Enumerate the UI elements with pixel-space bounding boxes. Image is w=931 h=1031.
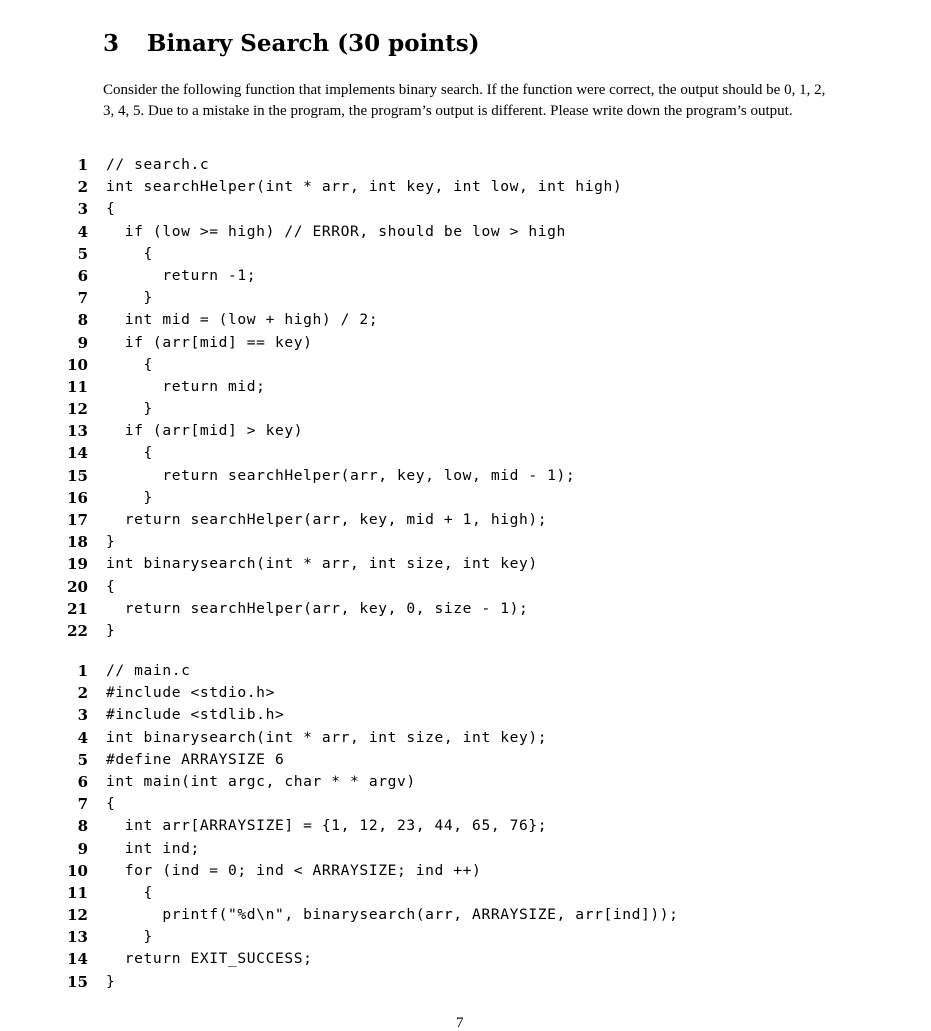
line-number: 11: [67, 883, 88, 902]
code-text: }: [106, 621, 116, 639]
line-number: 10: [67, 355, 88, 374]
code-line: [0, 576, 931, 598]
code-line: [0, 154, 931, 176]
line-number: 10: [67, 861, 88, 880]
line-number: 3: [77, 200, 88, 219]
code-line: [0, 771, 931, 793]
code-line: [0, 465, 931, 487]
code-text: }: [106, 533, 116, 551]
code-text: if (low >= high) // ERROR, should be low > high: [106, 222, 566, 240]
line-number: 6: [77, 772, 88, 791]
line-number: 15: [67, 972, 88, 991]
line-number: 4: [77, 728, 88, 747]
code-line: [0, 509, 931, 531]
problem-description: Consider the following function that implements binary search. If the function were correct, the output should be 0, 1, 2, 3, 4, 5. Due to a mistake in the program, the program’s output is different. Please write down the program’s output.: [103, 82, 826, 119]
code-text: int mid = (low + high) / 2;: [106, 311, 379, 329]
section-heading: [103, 28, 480, 60]
code-text: return searchHelper(arr, key, mid + 1, high);: [106, 511, 548, 528]
code-line: [0, 442, 931, 464]
code-line: [0, 620, 931, 642]
code-line: [0, 332, 931, 354]
code-text: return searchHelper(arr, key, low, mid - 1);: [106, 466, 576, 484]
code-text: int arr[ARRAYSIZE] = {1, 12, 23, 44, 65, 76};: [106, 817, 548, 835]
code-text: printf("%d\n", binarysearch(arr, ARRAYSIZE, arr[ind]));: [106, 906, 679, 924]
code-text: // search.c: [106, 156, 210, 173]
code-line: [0, 598, 931, 620]
line-number: 5: [77, 750, 88, 769]
code-line: [0, 682, 931, 704]
line-number: 4: [77, 222, 88, 241]
code-line: [0, 198, 931, 220]
line-number: 8: [77, 311, 88, 330]
code-line: [0, 727, 931, 749]
code-text: return EXIT_SUCCESS;: [106, 950, 313, 968]
code-text: }: [106, 400, 153, 418]
line-number: 8: [77, 817, 88, 836]
code-text: {: [106, 883, 153, 901]
code-line: [0, 704, 931, 726]
code-line: [0, 948, 931, 970]
line-number: 14: [67, 950, 88, 969]
code-text: }: [106, 972, 116, 990]
code-line: [0, 487, 931, 509]
line-number: 5: [77, 244, 88, 263]
code-text: return mid;: [106, 377, 266, 395]
line-number: 18: [67, 533, 88, 552]
code-text: return searchHelper(arr, key, 0, size - 1);: [106, 599, 529, 617]
code-text: }: [106, 488, 153, 506]
code-text: for (ind = 0; ind < ARRAYSIZE; ind ++): [106, 861, 482, 879]
code-text: #include <stdio.h>: [106, 684, 275, 702]
line-number: 1: [77, 156, 88, 174]
code-text: int ind;: [106, 839, 200, 857]
code-line: [0, 553, 931, 575]
line-number: 15: [67, 466, 88, 485]
line-number: 12: [67, 906, 88, 925]
line-number: 13: [67, 422, 88, 441]
code-text: int main(int argc, char * * argv): [106, 772, 416, 790]
code-line: [0, 926, 931, 948]
code-line: [0, 815, 931, 837]
line-number: 16: [67, 488, 88, 507]
line-number: 9: [77, 839, 88, 858]
section-title: Binary Search (30 points): [147, 30, 480, 57]
code-line: [0, 221, 931, 243]
line-number: 9: [77, 333, 88, 352]
code-line: [0, 398, 931, 420]
line-number: 20: [67, 577, 88, 596]
line-number: 7: [77, 289, 88, 308]
code-line: [0, 749, 931, 771]
code-text: int binarysearch(int * arr, int size, int key);: [106, 728, 548, 746]
code-line: [0, 309, 931, 331]
code-listing-main-c: [0, 660, 931, 993]
code-line: [0, 376, 931, 398]
line-number: 17: [67, 511, 88, 529]
code-text: int searchHelper(int * arr, int key, int low, int high): [106, 178, 623, 196]
code-text: }: [106, 289, 153, 307]
code-line: [0, 354, 931, 376]
section-number: 3: [103, 30, 120, 57]
code-line: [0, 660, 931, 682]
line-number: 12: [67, 400, 88, 419]
code-text: #define ARRAYSIZE 6: [106, 750, 285, 768]
code-line: [0, 287, 931, 309]
code-text: {: [106, 200, 116, 218]
code-line: [0, 531, 931, 553]
code-line: [0, 904, 931, 926]
line-number: 13: [67, 928, 88, 947]
code-line: [0, 176, 931, 198]
line-number: 19: [67, 555, 88, 574]
code-line: [0, 882, 931, 904]
code-line: [0, 420, 931, 442]
code-line: [0, 971, 931, 993]
code-text: {: [106, 444, 153, 462]
line-number: 1: [77, 662, 88, 680]
code-line: [0, 838, 931, 860]
line-number: 2: [77, 178, 88, 197]
line-number: 6: [77, 266, 88, 285]
code-text: // main.c: [106, 662, 191, 679]
page-number: 7: [456, 1015, 464, 1031]
code-line: [0, 860, 931, 882]
line-number: 11: [67, 377, 88, 396]
code-line: [0, 793, 931, 815]
code-text: {: [106, 355, 153, 373]
code-text: int binarysearch(int * arr, int size, int key): [106, 555, 538, 573]
code-text: return -1;: [106, 266, 257, 284]
code-listing-search-c: [0, 154, 931, 642]
line-number: 7: [77, 795, 88, 814]
code-text: {: [106, 244, 153, 262]
code-text: {: [106, 577, 116, 595]
line-number: 2: [77, 684, 88, 703]
code-text: if (arr[mid] > key): [106, 422, 304, 440]
code-text: }: [106, 928, 153, 946]
line-number: 3: [77, 706, 88, 725]
code-text: if (arr[mid] == key): [106, 333, 313, 351]
code-line: [0, 265, 931, 287]
line-number: 14: [67, 444, 88, 463]
code-text: {: [106, 795, 116, 813]
line-number: 21: [67, 599, 88, 618]
line-number: 22: [67, 621, 88, 640]
code-text: #include <stdlib.h>: [106, 706, 285, 724]
code-line: [0, 243, 931, 265]
